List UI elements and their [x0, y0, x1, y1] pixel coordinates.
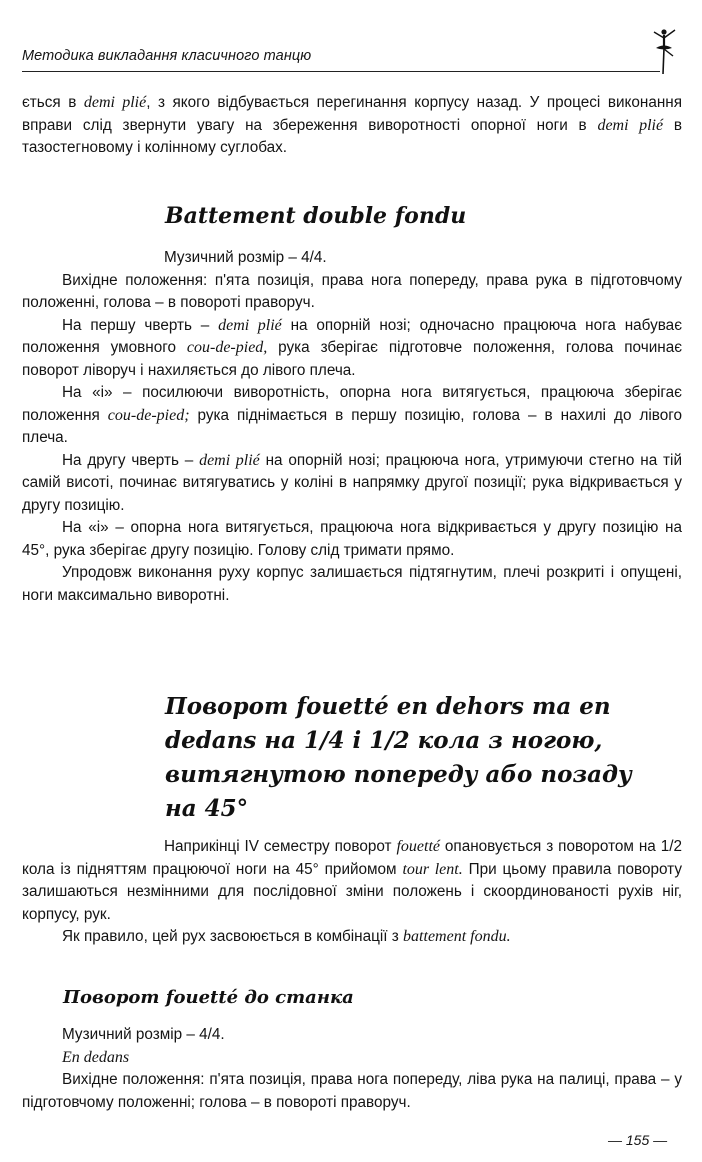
paragraph-semester-iv: Наприкінці IV семестру поворот fouetté опановується з поворотом на 1/2 кола із підняттям працюючої ноги на 45° прийомом tour lent. При цьому правила повороту залишаються незмінними для послідовної зміни положень і скоординованості рухів ніг, корпусу, рук. [22, 838, 682, 923]
paragraph-execution-note: Упродовж виконання руху корпус залишається підтягнутим, плечі розкриті і опущені, ноги максимально виворотні. [22, 564, 682, 604]
music-meter: Музичний розмір – 4/4. [164, 249, 327, 266]
music-meter-2: Музичний розмір – 4/4. [62, 1026, 225, 1043]
section3-body [22, 1024, 682, 1114]
section-heading-fouette-turn: Поворот fouetté en dehors та en dedans на 1/4 і 1/2 кола з ногою, витягнутою попереду або позаду на 45° [165, 693, 632, 822]
section2-body [22, 836, 682, 949]
intro-block [22, 92, 682, 160]
section-heading-battement-double-fondu: Battement double fondu [165, 203, 467, 229]
page-number: — 155 — [608, 1132, 668, 1148]
paragraph-and-2: На «і» – опорна нога витягується, працююча нога відкривається у другу позицію на 45°, рука зберігає другу позицію. Голову слід тримати прямо. [22, 519, 682, 559]
starting-position: Вихідне положення: п'ята позиція, права нога попереду, права рука в підготовчому положенні, голова – в повороті праворуч. [22, 271, 682, 311]
paragraph-and-1: На «і» – посилюючи виворотність, опорна нога витягується, працююча зберігає положення cou-de-pied; рука піднімається в першу позицію, голова – в нахилі до лівого плеча. [22, 384, 682, 446]
paragraph-combination: Як правило, цей рух засвоюється в комбінації з battement fondu. [62, 928, 511, 945]
section-heading-fouette-to-barre: Поворот fouetté до станка [63, 987, 354, 1008]
intro-paragraph: ється в demi plié, з якого відбувається перегинання корпусу назад. У процесі виконання вправи слід звернути увагу на збереження виворотності опорної ноги в demi plié в тазостегновому і колінному суглобах. [22, 94, 683, 156]
running-title: Методика викладання класичного танцю [22, 48, 312, 64]
section1-body [22, 247, 682, 607]
en-dedans-label: En dedans [62, 1048, 130, 1066]
paragraph-second-quarter: На другу чверть – demi plié на опорній нозі; працююча нога, утримуючи стегно на тій самій висоті, починає витягуватись у коліні в напрямку другої позиції; рука відкривається у другу позицію. [22, 451, 682, 514]
starting-position-2: Вихідне положення: п'ята позиція, права нога попереду, ліва рука на палиці, права – у підготовчому положенні; голова – в повороті праворуч. [22, 1071, 682, 1111]
ballerina-icon [650, 26, 678, 78]
paragraph-first-quarter: На першу чверть – demi plié на опорній нозі; одночасно працююча нога набуває положення умовного cou-de-pied, рука зберігає підготовче положення, голова починає поворот ліворуч і нахиляється до лівого плеча. [22, 316, 683, 379]
header-rule [22, 71, 660, 72]
